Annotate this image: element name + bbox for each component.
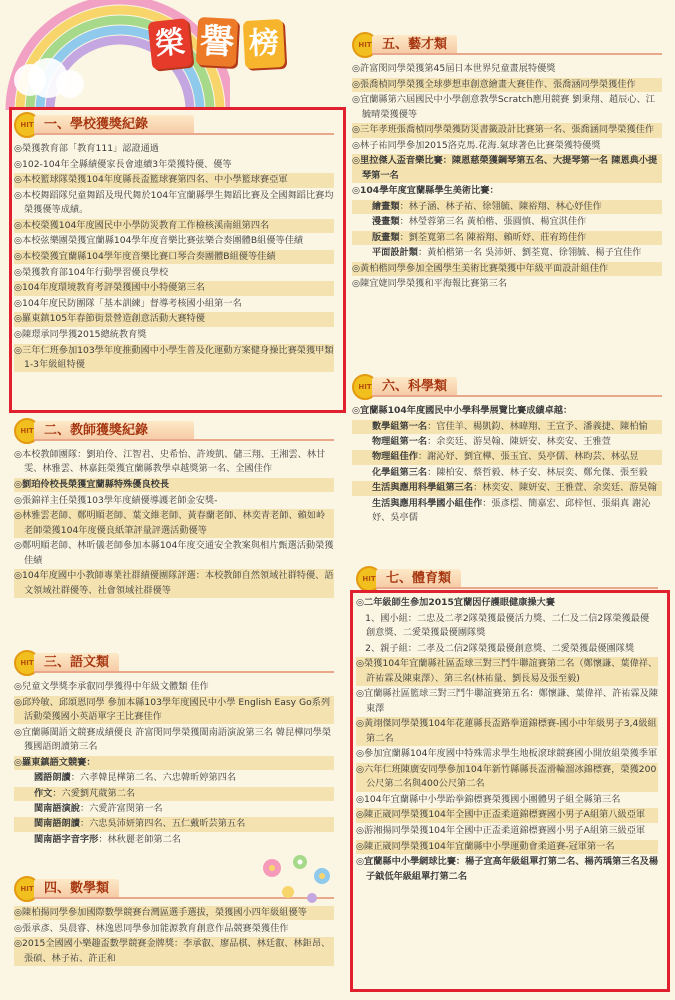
list-item: ◎宜蘭縣104年度國民中小學科學展覽比賽成績卓越： (352, 405, 573, 416)
list-item: ◎104學年度宜蘭縣學生美術比賽： (352, 185, 499, 197)
list-item: ◎宜蘭縣中小學網球比賽：楊子宜高年級組單打第二名、楊芮瑀第三名及楊子鉞低年級組單打第二名 (356, 856, 659, 882)
hit-badge-icon: HIT (352, 374, 378, 400)
section-arts (352, 34, 662, 293)
list-item: ◎陳正崴同學榮獲104年全國中正盃柔道錦標賽國小男子A組第八級亞軍 (356, 808, 658, 822)
section-teacher-awards (14, 420, 334, 599)
list-item: ◎陳璟承同學獲2015總統教育獎 (14, 328, 147, 340)
hit-badge-icon: HIT (14, 876, 40, 902)
list-item: ◎本校舞蹈隊兒童舞蹈及現代舞於104年宜蘭縣學生舞蹈比賽及全國舞蹈比賽均榮獲優等成績。 (14, 189, 334, 216)
section-title: 四、數學類 (34, 879, 119, 899)
list-item: ◎本校弦樂團榮獲宜蘭縣104學年度音樂比賽弦樂合奏團體B組優等佳績 (14, 235, 304, 247)
list-item: ◎104年度民防團隊「基本訓練」督導考核國小組第一名 (14, 297, 242, 309)
hit-badge-icon: HIT (352, 32, 378, 58)
list-item: ◎本校教師團隊：劉珀伶、江智君、史希怡、許竣凱、儲三翔、王湘雲、林甘雯、林雅雲、林嘉鈺榮獲宜蘭縣教學卓越獎第一名、全國佳作 (14, 449, 326, 475)
list-item: ◎二年級師生參加2015宜蘭因仔護眼健康操大賽 (356, 597, 555, 608)
list-item: ◎參加宜蘭縣104年度國中特殊需求學生地板滾球競賽國小開放組榮獲季軍 (356, 748, 658, 760)
section-title: 五、藝才類 (372, 35, 457, 55)
list-item: ◎本校籃球隊榮獲104年度縣長盃籃球賽第四名、中小學籃球賽亞軍 (14, 173, 334, 187)
list-item: ◎102-104年全縣績優家長會連續3年榮獲特優、優等 (14, 158, 232, 170)
sub-item: 生活與應用科學國小組佳作：張彥橒、簡嘉宏、邱梓恒、張絹真 謝沁妤、吳亭儒 (372, 497, 651, 524)
section-title: 三、語文類 (34, 653, 119, 673)
list-item: ◎陳柏揚同學參加國際數學競賽台灣區選手選拔，榮獲國小四年級組優等 (14, 906, 334, 920)
list-item: ◎本校榮獲宜蘭縣104學年度音樂比賽口琴合奏團體B組優等佳績 (14, 250, 334, 264)
sub-item: 生活與應用科學組第三名：林奕安、陳妍安、王雅萱、余奕廷、游昊翰 (352, 481, 662, 495)
sub-item: 平面設計類：黃柏楷第一名 吳沛妍、劉荃寬、徐翎毓、楊子宜佳作 (372, 247, 642, 259)
section-title: 七、體育類 (376, 569, 461, 589)
list-item: ◎宜蘭縣第六屆國民中小學創意教學Scratch應用競賽 劉秉翔、趙辰心、江毓晴榮獲優等 (352, 94, 655, 120)
section-school-awards (14, 114, 334, 374)
sub-item: 物理組第一名：余奕廷、游昊翰、陳妍安、林奕安、王雅萱 (372, 436, 611, 447)
hit-badge-icon: HIT (14, 418, 40, 444)
list-item: ◎宜蘭縣閩語文競賽成績優良 許富閔同學榮獲閩南語演說第三名 韓昆樺同學榮獲國語朗讀第三名 (14, 726, 332, 752)
list-item: ◎三年孝班張喬楨同學榮獲防災書籤設計比賽第一名、張喬涵同學榮獲佳作 (352, 123, 662, 137)
sub-item: 閩南語朗讀：六忠吳沛妍第四名、五仁戴昕芸第五名 (14, 817, 334, 831)
list-item: ◎104年度環境教育考評榮獲國中小特優第三名 (14, 281, 334, 295)
list-item: ◎羅東鎮105年春節街景營造創意活動大賽特優 (14, 312, 334, 326)
list-item: ◎游湘揚同學榮獲104年全國中正盃柔道錦標賽國小男子A組第三級亞軍 (356, 824, 646, 836)
list-item: ◎里拉傑人盃音樂比賽：陳恩慈榮獲鋼琴第五名、大提琴第一名 陳恩典小提琴第一名 (352, 154, 662, 183)
page-title (150, 18, 286, 68)
list-item: ◎榮獲104年宜蘭縣社區盃球三對三鬥牛聯誼賽第二名（鄭懷謙、葉偉祥、許祐霖及陳東澤）、第三名(林祐量、劉長易及張至毅) (356, 657, 658, 686)
section-sports (356, 568, 658, 885)
hit-badge-icon: HIT (14, 112, 40, 138)
flower-decoration-icon (252, 848, 342, 908)
list-item: ◎張錦祥主任榮獲103學年度績優導護老師金安獎- (14, 494, 218, 506)
list-item: ◎三年仁班參加103學年度推動國中小學生普及化運動方案健身操比賽榮獲甲類1-3年級組特優 (14, 344, 334, 373)
section-title: 一、學校獲獎紀錄 (34, 115, 194, 135)
sub-item: 作文：六愛劉芃葳第二名 (14, 787, 334, 801)
list-item: ◎許富閔同學榮獲第45屆日本世界兒童畫展特優獎 (352, 63, 556, 74)
section-language (14, 652, 334, 848)
list-item: ◎林雅雲老師、鄭明順老師、葉文維老師、黃春蘭老師、林奕青老師、賴如岭老師榮獲104年度優良紙筆評量評選活動優等 (14, 509, 334, 538)
list-item: ◎劉珀伶校長榮獲宜蘭縣特殊優良校長 (14, 478, 334, 492)
title-char: 譽 (196, 17, 238, 67)
list-item: ◎邱羚敏、邱頌恩同學 參加本縣103學年度國民中小學 English Easy Go系列活動榮獲國小英語單字王比賽佳作 (14, 696, 334, 725)
list-item: ◎本校榮獲104年度國民中小學防災教育工作檢核溪南組第四名 (14, 219, 334, 233)
section-science (352, 376, 662, 526)
sub-item: 版畫類：劉荃寬第二名 陳裕翔、賴昕妤、莊宥筠佳作 (352, 231, 662, 245)
section-title: 六、科學類 (372, 377, 457, 397)
sub-item: 漫畫類：林瑩蓉第三名 黃柏楷、張圓慎、楊宜淇佳作 (372, 216, 587, 228)
list-item: ◎宜蘭縣社區籃球三對三鬥牛聯誼賽第五名：鄭懷謙、葉偉祥、許祐霖及陳東澤 (356, 688, 659, 714)
list-item: 1、國小組：二忠及二孝2隊榮獲最優活力獎、二仁及二信2隊榮獲最優創意獎、二愛榮獲最優團隊獎 (356, 612, 650, 638)
sub-item: 閩南語演說：六愛許富閔第一名 (34, 803, 163, 814)
sub-item: 國語朗讀：六孝韓昆樺第二名、六忠韓昕婷第四名 (34, 772, 237, 784)
sub-item: 化學組第三名：陳柏安、蔡哲毅、林子安、林辰奕、鄭允傑、張至毅 (372, 466, 648, 478)
list-item: 2、親子組：二孝及二信2隊榮獲最優創意獎、二愛榮獲最優團隊獎 (356, 642, 635, 654)
list-item: ◎黃柏楷同學參加全國學生美術比賽榮獲中年級平面設計組佳作 (352, 262, 662, 276)
list-item: ◎張喬楨同學榮獲全球夢想車創意繪畫大賽佳作、張喬涵同學榮獲佳作 (352, 78, 662, 92)
hit-badge-icon: HIT (14, 650, 40, 676)
list-item: ◎六年仁班陳廣安同學參加104年新竹縣縣長盃滑輪溜冰錦標賽，榮獲200公尺第二名與400公尺第二名 (356, 763, 658, 792)
list-item: ◎羅東鎮語文競賽： (14, 756, 334, 770)
section-title: 二、教師獲獎紀錄 (34, 421, 194, 441)
sub-item: 閩南語字音字形：林秋麗老師第二名 (34, 833, 181, 845)
list-item: ◎陳宜婕同學榮獲和平海報比賽第三名 (352, 278, 508, 290)
list-item: ◎2015全國國小樂趣盃數學競賽金牌獎：李承叡、廖品棋、林廷叡、林鉅昂、張碩、林子祐、許正和 (14, 937, 334, 966)
list-item: ◎黃翊傑同學榮獲104年花蓮縣長盃路拳道錦標賽-國小中年級男子3,4級組第二名 (356, 717, 658, 746)
list-item: ◎104年宜蘭縣中小學跆拳錦標賽榮獲國小團體男子組全縣第三名 (356, 793, 621, 805)
hit-badge-icon: HIT (356, 566, 382, 592)
list-item: ◎榮獲教育部104年行動學習優良學校 (14, 266, 169, 278)
list-item: ◎陳正崴同學榮獲104年宜蘭縣中小學運動會柔道賽-冠軍第一名 (356, 840, 658, 854)
list-item: ◎榮獲教育部「教育111」認證通過 (14, 143, 159, 154)
title-char: 榮 (148, 18, 193, 70)
list-item: ◎兒童文學獎李承叡同學獲得中年級文體類 佳作 (14, 681, 209, 692)
title-char: 榜 (243, 19, 285, 69)
sub-item: 數學組第一名：官佳羊、楊凱鈞、林暐翔、王宣予、潘義捷、陳柏愉 (352, 420, 662, 434)
list-item: ◎104年度國中小教師專業社群績優團隊評選：本校教師自然領域社群特優、語文領域社群優等、社會領域社群優等 (14, 569, 334, 598)
list-item: ◎鄭明順老師、林昕儀老師參加本縣104年度交通安全教案與相片甄選活動榮獲佳績 (14, 540, 334, 566)
list-item: ◎張承彥、吳晨睿、林逸恩同學參加能源教育創意作品競賽榮獲佳作 (14, 922, 289, 934)
sub-item: 繪畫類：林子涵、林子祐、徐翎毓、陳裕翔、林心妤佳作 (352, 200, 662, 214)
list-item: ◎林子祐同學參加2015洛克馬.花海.氣球著色比賽榮獲特優獎 (352, 139, 601, 151)
sub-item: 物理組佳作：謝沁妤、劉宜樺、張玉宜、吳亭儒、林昀芸、林弘昱 (352, 450, 662, 464)
